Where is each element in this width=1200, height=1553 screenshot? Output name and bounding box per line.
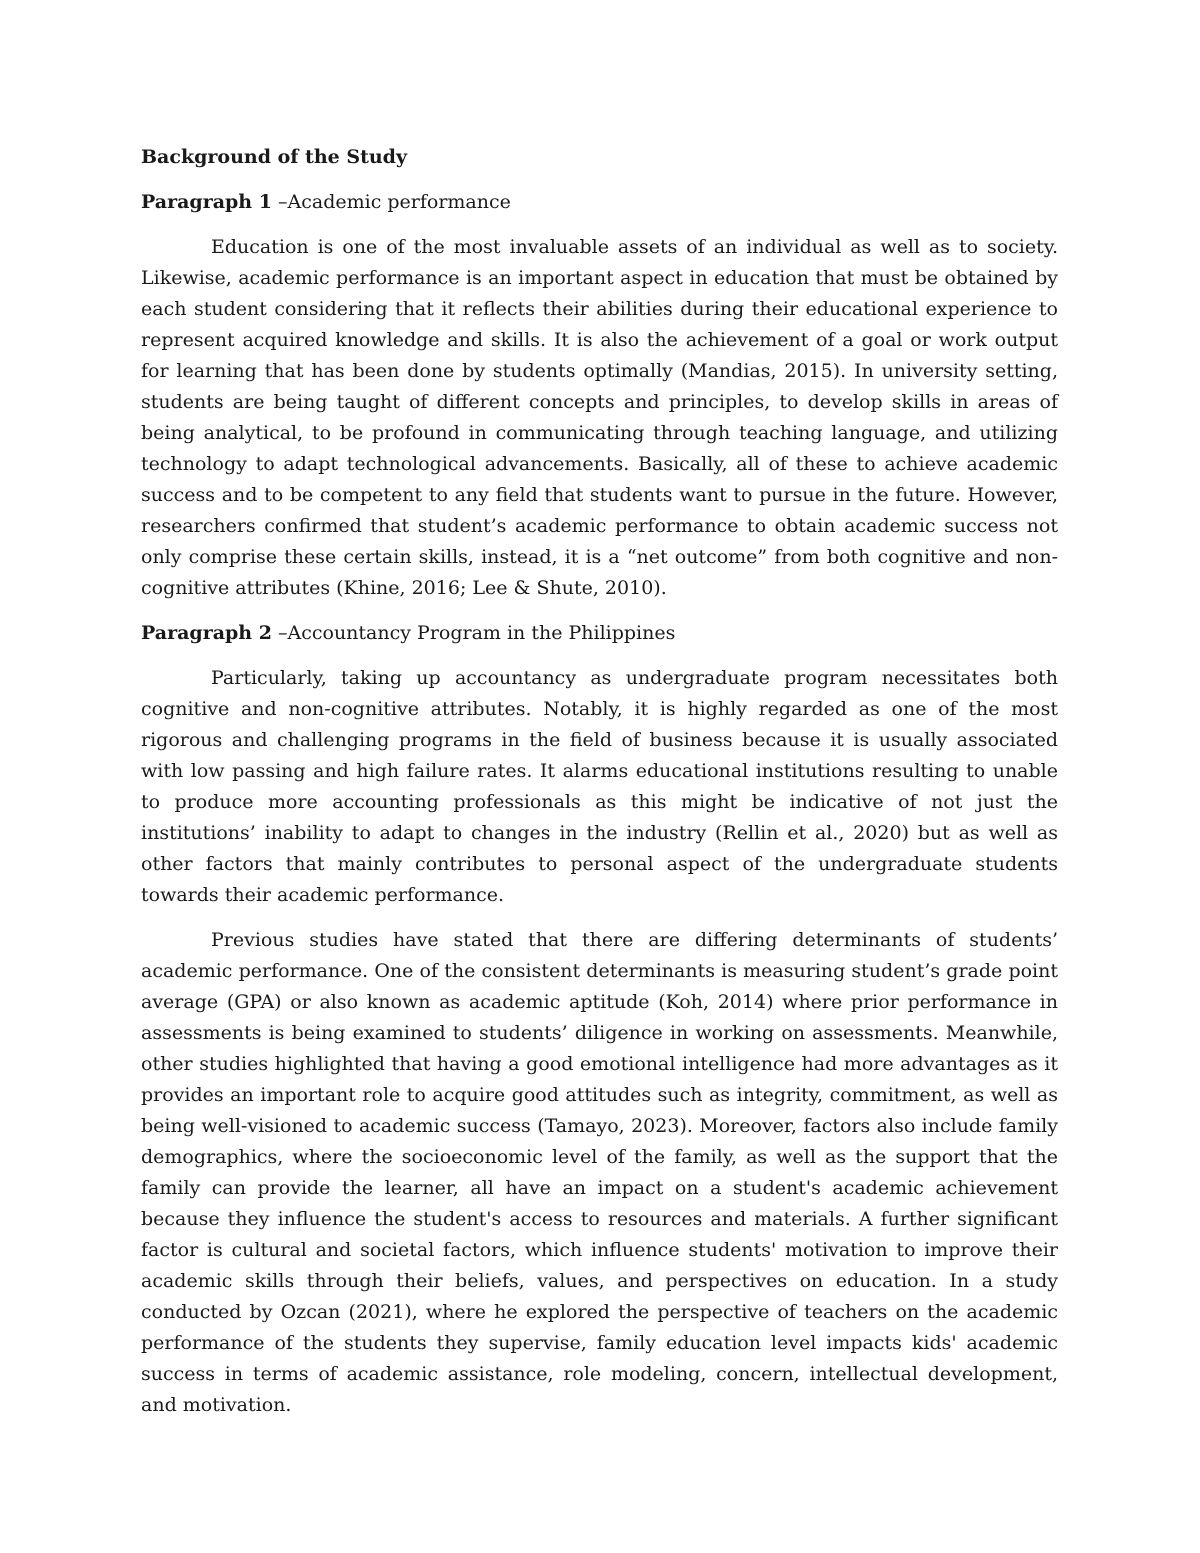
section-topic: Accountancy Program in the Philippines xyxy=(287,622,676,644)
body-paragraph: Education is one of the most invaluable assets of an individual as well as to society. Likewise, academic performance is an important aspect in education that must be obtained by each student considering that it reflects their abilities during their educational experience to represent acquired knowledge and skills. It is also the achievement of a goal or work output for learning that has been done by students optimally (Mandias, 2015). In university setting, students are being taught of different concepts and principles, to develop skills in areas of being analytical, to be profound in communicating through teaching language, and utilizing technology to adapt technological advancements. Basically, all of these to achieve academic success and to be competent to any field that students want to pursue in the future. However, researchers confirmed that student’s academic performance to obtain academic success not only comprise these certain skills, instead, it is a “net outcome” from both cognitive and non-cognitive attributes (Khine, 2016; Lee & Shute, 2010). xyxy=(141,236,1058,599)
section-topic: Academic performance xyxy=(287,191,511,213)
document-title: Background of the Study xyxy=(141,146,407,168)
body-paragraph: Particularly, taking up accountancy as undergraduate program necessitates both cognitive and non-cognitive attributes. Notably, it is highly regarded as one of the most rigorous and challenging programs in the field of business because it is usually associated with low passing and high failure rates. It alarms educational institutions resulting to unable to produce more accounting professionals as this might be indicative of not just the institutions’ inability to adapt to changes in the industry (Rellin et al., 2020) but as well as other factors that mainly contributes to personal aspect of the undergraduate students towards their academic performance. xyxy=(141,667,1058,906)
section-separator: – xyxy=(271,622,288,644)
section-label: Paragraph 1 xyxy=(141,191,272,213)
body-paragraph: Previous studies have stated that there are differing determinants of students’ academic performance. One of the consistent determinants is measuring student’s grade point average (GPA) or also known as academic aptitude (Koh, 2014) where prior performance in assessments is being examined to students’ diligence in working on assessments. Meanwhile, other studies highlighted that having a good emotional intelligence had more advantages as it provides an important role to acquire good attitudes such as integrity, commitment, as well as being well-visioned to academic success (Tamayo, 2023). Moreover, factors also include family demographics, where the socioeconomic level of the family, as well as the support that the family can provide the learner, all have an impact on a student's academic achievement because they influence the student's access to resources and materials. A further significant factor is cultural and societal factors, which influence students' motivation to improve their academic skills through their beliefs, values, and perspectives on education. In a study conducted by Ozcan (2021), where he explored the perspective of teachers on the academic performance of the students they supervise, family education level impacts kids' academic success in terms of academic assistance, role modeling, concern, intellectual development, and motivation. xyxy=(141,929,1058,1416)
section-label: Paragraph 2 xyxy=(141,622,272,644)
document-page xyxy=(141,142,1058,1435)
section-separator: – xyxy=(271,191,288,213)
section-heading-paragraph-1 xyxy=(141,187,1058,218)
section-heading-paragraph-2 xyxy=(141,618,1058,649)
